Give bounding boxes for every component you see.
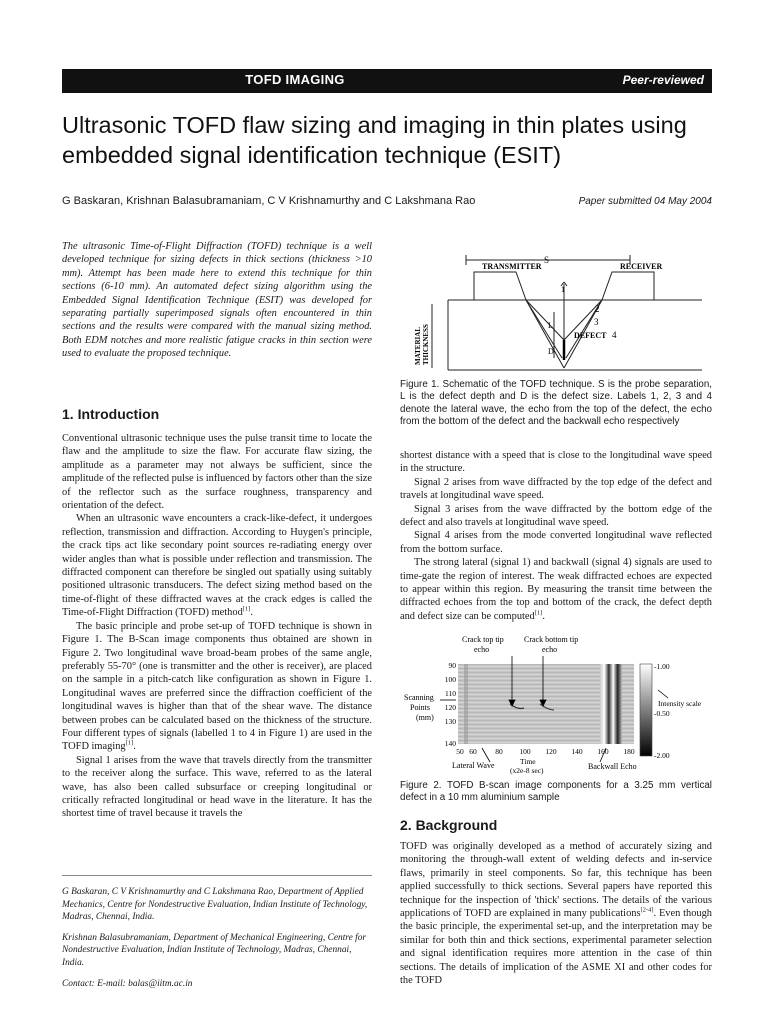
colorbar-mid-label: -0.50 (654, 709, 670, 718)
x-axis-label-line1: Time (520, 757, 536, 766)
figure-1-schematic (402, 240, 714, 378)
x-tick: 140 (571, 747, 583, 756)
author-list: G Baskaran, Krishnan Balasubramaniam, C V Krishnamurthy and C Lakshmana Rao (62, 195, 476, 207)
introduction-section (62, 405, 372, 821)
transmitter-label: TRANSMITTER (482, 262, 542, 271)
body-paragraph: The strong lateral (signal 1) and backwall (signal 4) signals are used to time-gate the region of interest. The weak diffracted echoes are expected to appear within this region. By measuring the transit time between the diffracted echoes from the top and bottom of the crack, the defect depth and defect size can be computed[1]. (400, 557, 712, 622)
signal-2-label: 2 (595, 304, 600, 314)
x-tick: 50 (456, 747, 464, 756)
y-axis-label-line1: Scanning (404, 693, 434, 702)
colorbar-top-label: -1.00 (654, 662, 670, 671)
y-axis-label-line2: Points (410, 703, 431, 712)
footnote-contact: Contact: E-mail: balas@iitm.ac.in (62, 978, 193, 989)
y-tick: 140 (444, 739, 456, 748)
intro-paragraph: When an ultrasonic wave encounters a crack-like-defect, it undergoes reflection, transmission and diffraction. According to Huygen's principle, the crack tips act like secondary point sources re-radiating energy over wider angles than what is possible under reflection and transmission. The diffracted component can therefore be singled out spatially using suitably positioned ultrasonic transducers. The defect sizing method based on the time-of-flight of these diffracted waves at the crack edges is called the Time-of-Flight Diffraction (TOFD) method[1]. (62, 513, 372, 619)
y-axis-label-line3: (mm) (416, 713, 434, 722)
footnote-affiliation: Krishnan Balasubramaniam, Department of Mechanical Engineering, Centre for Nondestructive Evaluation, Indian Institute of Technology, Madras, Chennai, India. (62, 932, 367, 968)
body-paragraph: Signal 3 arises from the wave diffracted by the bottom edge of the defect and also travels at longitudinal wave speed. (400, 503, 712, 529)
intro-paragraph: The basic principle and probe set-up of TOFD technique is shown in Figure 1. The B-Scan image components thus obtained are shown in Figure 2. Two longitudinal wave broad-beam probes of the same angle, preferably 55-70° (one is transmitter and the other is receiver), are placed on the sample in a pitch-catch like configuration as shown in Figure 1. Longitudinal waves are preferred since the diffraction coefficient of the longitudinal waves is higher than that of the shear wave. The distance between probes can be calculated based on the thickness of the structure. Four different types of signals (labelled 1 to 4 in Figure 1) are used in the TOFD imaging[1]. (62, 620, 372, 753)
background-heading: 2. Background (400, 817, 498, 833)
peer-reviewed-label: Peer-reviewed (622, 73, 704, 87)
intensity-scale-label: Intensity scale (658, 699, 702, 708)
intro-paragraph: Conventional ultrasonic technique uses the pulse transit time to locate the flaw and the amplitude to size the flaw. For accurate flaw sizing, the amplitude as a parameter may not always be sufficient, since the amplitude of the reflected pulse is influenced by factors other than the size of the reflector such as the surface roughness, transparency and orientation of the defect. (62, 433, 372, 512)
crack-bottom-label-line2: echo (542, 645, 558, 654)
signal-1-label: 1 (561, 285, 565, 294)
submission-date: Paper submitted 04 May 2004 (578, 196, 712, 207)
signal-description (400, 449, 712, 623)
depth-label: L (548, 321, 553, 330)
y-tick: 120 (444, 703, 456, 712)
defect-size-label: D (548, 347, 554, 356)
x-tick: 100 (519, 747, 531, 756)
background-paragraph: TOFD was originally developed as a method of accurately sizing and monitoring the through-wall extent of welding defects and in-service flaws, primarily in steel components. So far, this technique has been applied successfully to thick sections. Several papers have reported this technique for the inspection of 'thick' sections. The details of the various applications of TOFD are explained in many publications[2-4]. Even though the basic principle, the experimental set-up, and the interpretation may be similar for both thin and thick sections, experimental parameter selection and signal identification requires more attention in the case of thin sections. The details of implication of the ASME XI and other codes for the TOFD (400, 841, 712, 987)
x-tick: 160 (597, 747, 609, 756)
colorbar-bottom-label: -2.00 (654, 751, 670, 760)
intro-paragraph: Signal 1 arises from the wave that travels directly from the transmitter to the receiver along the surface. This wave, referred to as the lateral wave, has also been called subsurface or creeping longitudinal or critically refracted longitudinal or head wave in the literature. It has the shortest time of travel because it travels the (62, 754, 372, 820)
lateral-wave-label: Lateral Wave (452, 761, 495, 770)
figure-2-bscan (400, 630, 712, 778)
backwall-echo-band (600, 664, 622, 744)
body-paragraph: Signal 4 arises from the mode converted longitudinal wave reflected from the bottom surface. (400, 530, 712, 555)
figure-2-caption: Figure 2. TOFD B-scan image components for a 3.25 mm vertical defect in a 10 mm aluminium sample (400, 780, 712, 804)
x-axis-label-line2: (x2e-8 sec) (510, 766, 544, 775)
footnotes (62, 886, 372, 990)
x-tick: 180 (623, 747, 635, 756)
abstract (62, 240, 372, 361)
intensity-colorbar (640, 664, 652, 756)
y-tick: 90 (448, 661, 456, 670)
x-tick: 120 (545, 747, 557, 756)
background-section (400, 816, 712, 987)
abstract-text: The ultrasonic Time-of-Flight Diffraction (TOFD) technique is a well developed technique for sizing defects in thick sections (thickness >10 mm). Attempt has been made here to extend this technique for thin sections (6-10 mm). An automated defect sizing algorithm using the Embedded Signal Identification Technique (ESIT) was developed for separating partially superimposed signals often encountered in thin sections and the results were compared with the manual sizing method. Both EDM notches and more realistic fatigue cracks in thin section were used to evaluate the proposed technique. (62, 241, 372, 360)
receiver-label: RECEIVER (620, 262, 663, 271)
figure-1-caption: Figure 1. Schematic of the TOFD technique. S is the probe separation, L is the defect depth and D is the defect size. Labels 1, 2, 3 and 4 denote the lateral wave, the echo from the top of the defect, the echo from the bottom of the defect and the backwall echo respectively (400, 379, 712, 428)
thickness-label-line2: THICKNESS (422, 324, 430, 365)
signal-3-label: 3 (594, 317, 599, 327)
y-tick: 110 (445, 689, 456, 698)
y-tick: 100 (444, 675, 456, 684)
section-header-bar (62, 69, 712, 93)
y-tick: 130 (444, 717, 456, 726)
body-paragraph: shortest distance with a speed that is close to the longitudinal wave speed in the structure. (400, 450, 712, 475)
probe-separation-label: S (544, 255, 550, 265)
x-tick: 80 (495, 747, 503, 756)
x-tick: 60 (469, 747, 477, 756)
body-paragraph: Signal 2 arises from wave diffracted by the top edge of the defect and travels at longitudinal wave speed. (400, 476, 712, 502)
backwall-echo-label: Backwall Echo (588, 762, 637, 771)
crack-top-label-line2: echo (474, 645, 490, 654)
crack-top-label-line1: Crack top tip (462, 635, 504, 644)
paper-title: Ultrasonic TOFD flaw sizing and imaging in thin plates using embedded signal identification technique (ESIT) (62, 112, 687, 168)
footnote-affiliation: G Baskaran, C V Krishnamurthy and C Lakshmana Rao, Department of Applied Mechanics, Centre for Nondestructive Evaluation, Indian Institute of Technology, Madras, Chennai, India. (62, 887, 368, 923)
defect-label: DEFECT (574, 331, 607, 340)
crack-bottom-label-line1: Crack bottom tip (524, 635, 579, 644)
footnote-divider (62, 875, 372, 876)
thickness-label-line1: MATERIAL (414, 327, 422, 365)
section-label: TOFD IMAGING (245, 72, 345, 87)
signal-4-label: 4 (612, 330, 617, 340)
introduction-heading: 1. Introduction (62, 406, 160, 422)
